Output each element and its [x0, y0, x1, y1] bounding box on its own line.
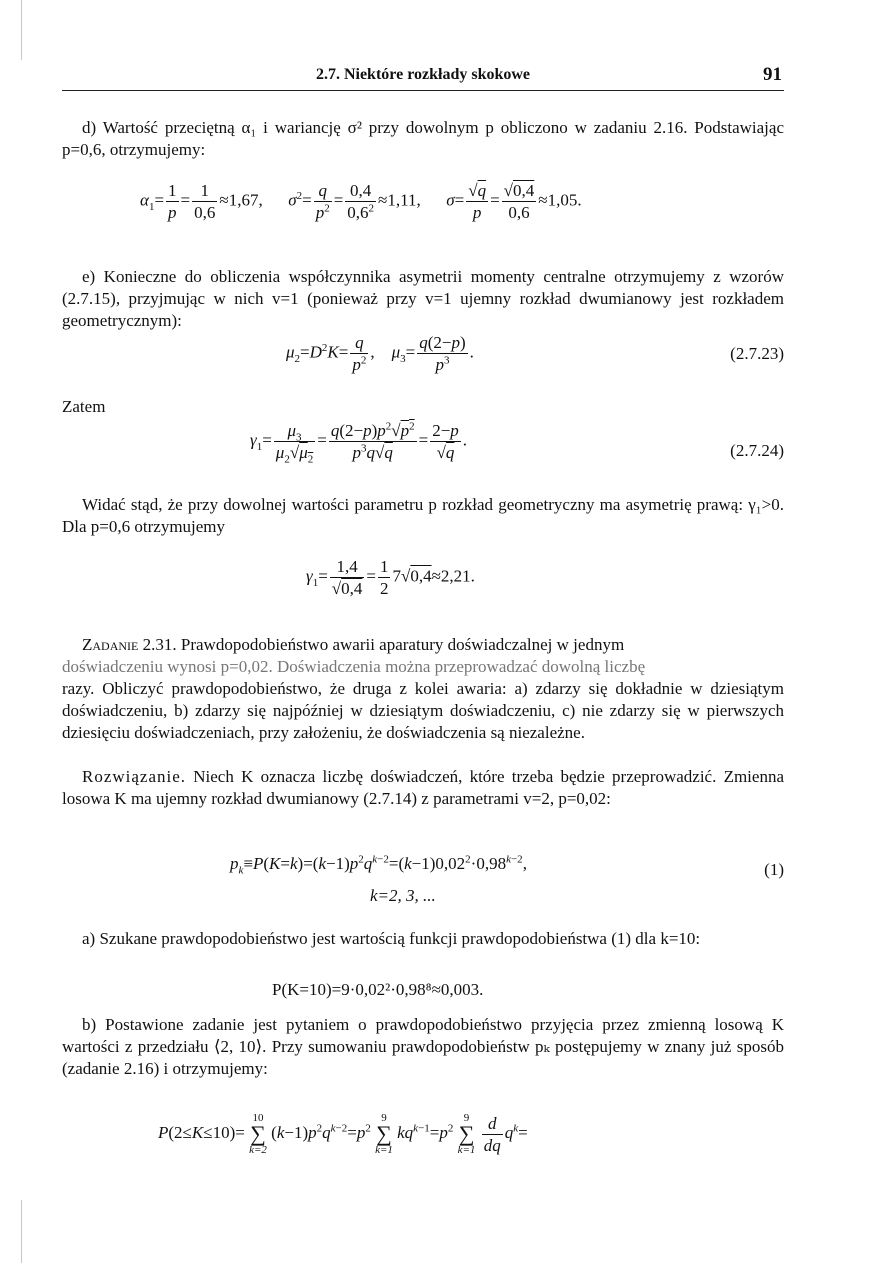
- running-title: 2.7. Niektóre rozkłady skokowe: [315, 66, 531, 83]
- equation-number-2-7-23: (2.7.23): [730, 344, 784, 363]
- equation-number-1: (1): [764, 860, 784, 879]
- task-text-line1: Prawdopodobieństwo awarii aparatury doświadczalnej w jednym: [180, 635, 625, 654]
- solution-label: Rozwiązanie.: [82, 767, 187, 786]
- solution-block: [62, 766, 784, 810]
- equation-gamma: $\gamma_1=$ $\frac{\mu_3}{\mu_2√\mu_2}$ = $\frac{q(2-p)p^2√p^2}{p^3q√q}$ = $\frac{2-p}{√q}$ .: [250, 420, 468, 466]
- paragraph-b: [62, 1014, 784, 1080]
- zatem-label-block: [62, 396, 784, 418]
- solution-paragraph: [62, 766, 784, 810]
- conclusion-text: Widać stąd, że przy dowolnej wartości parametru p rozkład geometryczny ma asymetrię prawą: γ₁>0. Dla p=0,6 otrzymujemy: [62, 495, 784, 536]
- a-result: P(K=10)=9·0,02²·0,98⁸≈0,003.: [272, 980, 484, 999]
- equation-moments: $\mu_2=D^2K=$ $\frac{q}{p^2}$ , $\mu_3=$ $\frac{q(2-p)}{p^3}$ .: [286, 333, 474, 374]
- zatem-label: Zatem: [62, 397, 106, 416]
- k-range: k=2, 3, ...: [370, 886, 436, 905]
- gamma-value: ≈2,21.: [431, 566, 475, 586]
- paragraph-d-text: d) Wartość przeciętną α₁ i wariancję σ² przy dowolnym p obliczono w zadaniu 2.16. Podstawiając p=0,6, otrzymujemy:: [62, 118, 784, 159]
- running-header: [62, 64, 784, 91]
- page-spine-bottom: [21, 1200, 22, 1263]
- paragraph-d: [62, 117, 784, 161]
- task-label: Zadanie 2.31.: [82, 635, 177, 654]
- solution-text: Niech K oznacza liczbę doświadczeń, które trzeba będzie przeprowadzić. Zmienna losowa K ma ujemny rozkład dwumianowy (2.7.14) z parametrami v=2, p=0,02:: [62, 767, 784, 808]
- page-number: 91: [763, 64, 782, 85]
- page-spine-top: [21, 0, 22, 60]
- task-text-rest: razy. Obliczyć prawdopodobieństwo, że druga z kolei awaria: a) zdarzy się dokładnie w dziesiątym doświadczeniu, b) zdarzy się najpóźniej w dziesiątym doświadczeniu, c) nie zdarzy się w pierwszych dziesięciu doświadczeniach, przy założeniu, że doświadczenia są niezależne.: [62, 679, 784, 742]
- paragraph-e-text: e) Konieczne do obliczenia współczynnika asymetrii momenty centralne otrzymujemy z wzorów (2.7.15), przyjmując w nich v=1 (ponieważ przy v=1 ujemny rozkład dwumianowy jest rozkładem geometrycznym):: [62, 267, 784, 330]
- alpha-value: ≈1,67,: [219, 190, 263, 210]
- paragraph-a: [62, 928, 784, 950]
- equation-alpha-sigma: $\alpha_1=$ $\frac{1}{p}$ = $\frac{1}{0,6}$ ≈1,67, $\sigma^2=$ $\frac{q}{p^2}$ = $\frac{0,4}{0,6^2}$ ≈1,11, σ= $\frac{√q}{p}$ = $\frac{√0,4}{0,6}$ ≈1,05.: [140, 181, 582, 222]
- equation-pk: $p_k\equiv P(K=k)=(k-1)p^2q^{k-2}=(k-1)0,02^2\cdot 0,98^{k-2}$,: [230, 853, 527, 877]
- paragraph-conclusion: [62, 494, 784, 538]
- sigma-value: ≈1,05.: [538, 190, 582, 210]
- paragraph-e: [62, 266, 784, 332]
- task-block: [62, 634, 784, 744]
- b-text: b) Postawione zadanie jest pytaniem o prawdopodobieństwo przyjęcia przez zmienną losową K wartości z przedziału ⟨2, 10⟩. Przy sumowaniu prawdopodobieństw pₖ postępujemy w znany już sposób (zadanie 2.16) i otrzymujemy:: [62, 1015, 784, 1078]
- equation-gamma-numeric: $\gamma_1=$ $\frac{1,4}{√0,4}$ = $\frac{1}{2}$ 7√0,4≈2,21.: [306, 557, 475, 598]
- sigma2-value: ≈1,11,: [378, 190, 421, 210]
- task-text-faded: doświadczeniu wynosi p=0,02. Doświadczenia można przeprowadzać dowolną liczbę: [62, 657, 646, 676]
- equation-sum: P(2≤K≤10)= 10 ∑ k=2 $(k-1)p^2q^{k-2}=p^2$ 9 ∑ k=1 $kq^{k-1}=p^2$ 9 ∑ k=1 $\frac{d}{dq}$ $q^k=$: [158, 1112, 528, 1156]
- equation-number-2-7-24: (2.7.24): [730, 441, 784, 460]
- task-line1: [62, 634, 784, 656]
- a-text: a) Szukane prawdopodobieństwo jest wartością funkcji prawdopodobieństwa (1) dla k=10:: [82, 929, 701, 948]
